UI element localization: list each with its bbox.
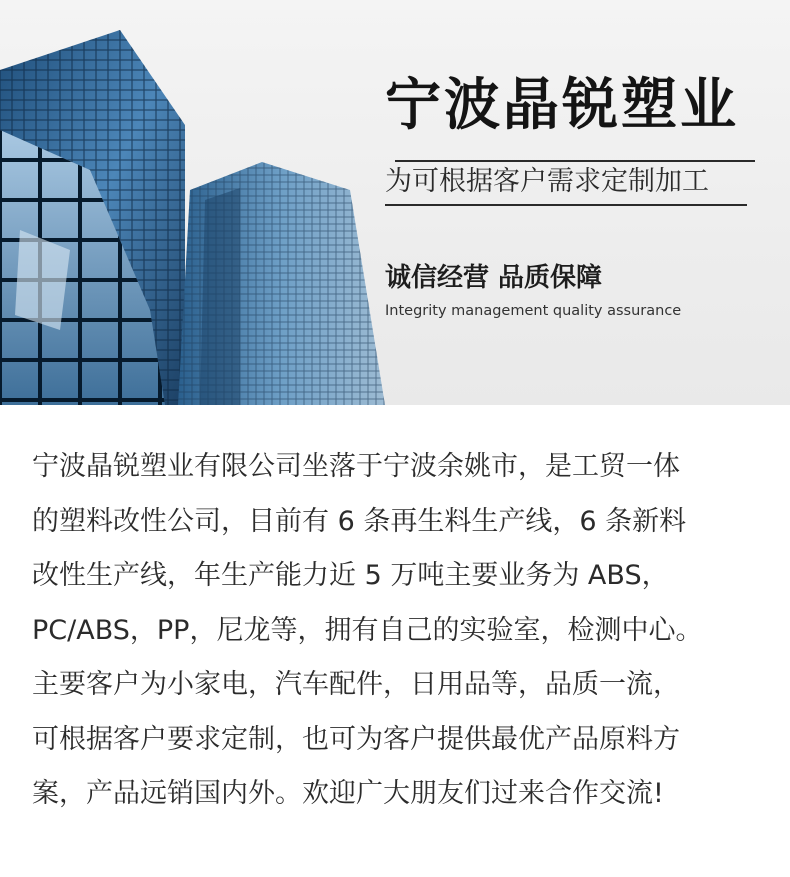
intro-line: PC/ABS，PP，尼龙等，拥有自己的实验室，检测中心。 [32,614,703,646]
intro-line: 宁波晶锐塑业有限公司坐落于宁波余姚市，是工贸一体 [32,451,680,482]
intro-line: 案，产品远销国内外。欢迎广大朋友们过来合作交流! [32,778,664,809]
skyscraper-illustration [0,0,400,405]
intro-line: 改性生产线，年生产能力近 5 万吨主要业务为 ABS， [32,560,669,591]
divider-top [395,160,755,162]
slogan-cn: 诚信经营 品质保障 [385,263,603,293]
intro-line: 可根据客户要求定制，也可为客户提供最优产品原料方 [32,723,680,755]
slogan-en: Integrity management quality assurance [385,303,682,319]
brand-title: 宁波晶锐塑业 [385,73,739,138]
banner-text-block [385,0,785,405]
hero-banner [0,0,790,405]
intro-line: 主要客户为小家电，汽车配件，日用品等，品质一流， [32,669,680,700]
divider-bottom [385,204,747,206]
tagline: 为可根据客户需求定制加工 [385,166,709,197]
company-introduction [32,440,772,822]
intro-line: 的塑料改性公司，目前有 6 条再生料生产线，6 条新料 [32,505,687,537]
